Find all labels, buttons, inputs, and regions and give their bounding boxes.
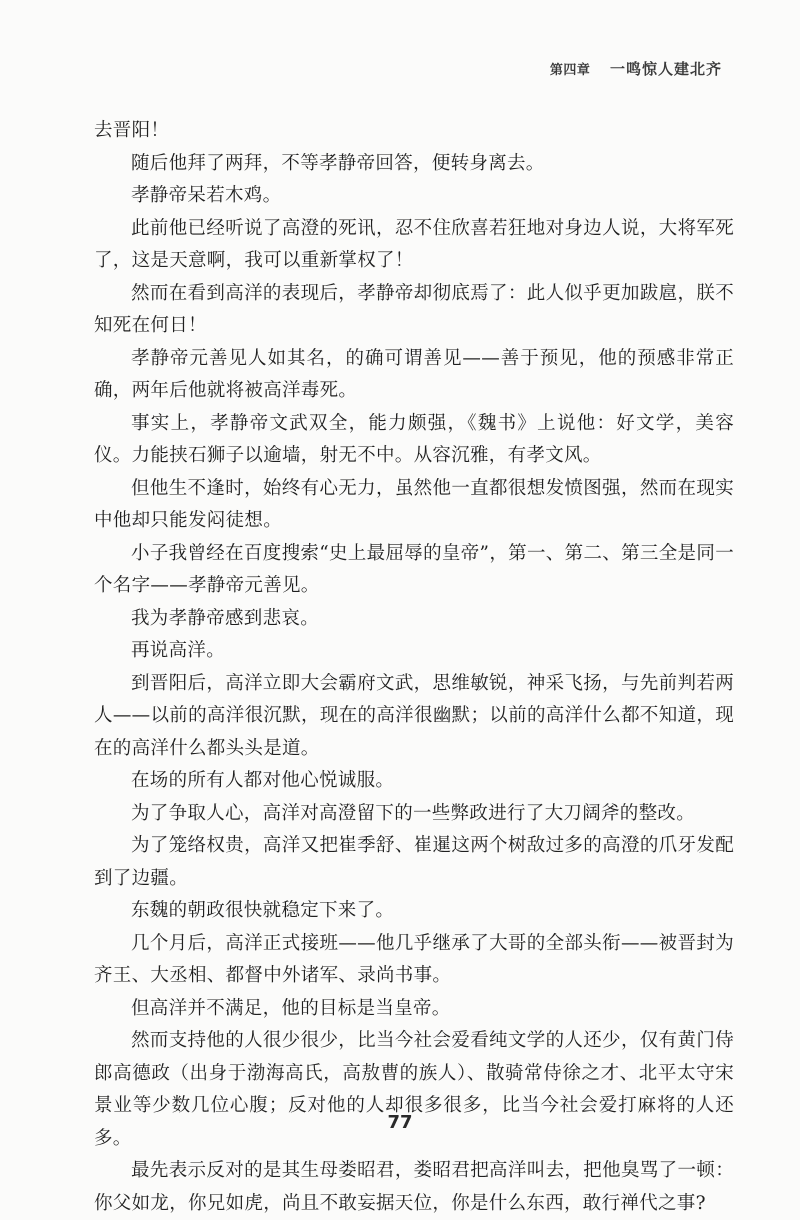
chapter-title: 一鸣惊人建北齐 xyxy=(609,60,722,78)
page-number: 77 xyxy=(387,1112,413,1133)
paragraph: 小子我曾经在百度搜索“史上最屈辱的皇帝”，第一、第二、第三全是同一个名字——孝静帝元善见。 xyxy=(94,542,734,596)
paragraph: 到晋阳后，高洋立即大会霸府文武，思维敏锐，神采飞扬，与先前判若两人——以前的高洋很沉默，现在的高洋很幽默；以前的高洋什么都不知道，现在的高洋什么都头头是道。 xyxy=(94,672,734,759)
paragraph: 但他生不逢时，始终有心无力，虽然他一直都很想发愤图强，然而在现实中他却只能发闷徒想。 xyxy=(94,477,734,531)
body-text xyxy=(94,115,734,1220)
paragraph: 然而在看到高洋的表现后，孝静帝却彻底焉了：此人似乎更加跋扈，朕不知死在何日！ xyxy=(94,282,734,336)
paragraph: 然而支持他的人很少很少，比当今社会爱看纯文学的人还少，仅有黄门侍郎高德政（出身于渤海高氏，高敖曹的族人）、散骑常侍徐之才、北平太守宋景业等少数几位心腹；反对他的人却很多很多，比当今社会爱打麻将的人还多。 xyxy=(94,1030,734,1149)
paragraph: 为了争取人心，高洋对高澄留下的一些弊政进行了大刀阔斧的整改。 xyxy=(131,802,696,824)
paragraph: 几个月后，高洋正式接班——他几乎继承了大哥的全部头衔——被晋封为齐王、大丞相、都督中外诸军、录尚书事。 xyxy=(94,932,734,986)
paragraph: 在场的所有人都对他心悦诚服。 xyxy=(131,770,395,791)
paragraph: 随后他拜了两拜，不等孝静帝回答，便转身离去。 xyxy=(131,152,545,174)
running-header xyxy=(550,58,722,79)
paragraph: 我为孝静帝感到悲哀。 xyxy=(131,607,320,629)
paragraph: 东魏的朝政很快就稳定下来了。 xyxy=(131,900,395,921)
paragraph: 孝静帝元善见人如其名，的确可谓善见——善于预见，他的预感非常正确，两年后他就将被高洋毒死。 xyxy=(94,347,734,401)
chapter-label: 第四章 xyxy=(549,63,591,78)
paragraph: 最先表示反对的是其生母娄昭君，娄昭君把高洋叫去，把他臭骂了一顿：你父如龙，你兄如虎，尚且不敢妄据天位，你是什么东西，敢行禅代之事? xyxy=(94,1160,734,1214)
paragraph: 去晋阳！ xyxy=(94,120,170,141)
paragraph: 事实上，孝静帝文武双全，能力颇强，《魏书》上说他：好文学，美容仪。力能挟石狮子以逾墙，射无不中。从容沉雅，有孝文风。 xyxy=(94,412,734,466)
paragraph: 再说高洋。 xyxy=(131,640,226,661)
paragraph: 孝静帝呆若木鸡。 xyxy=(131,185,282,206)
paragraph: 为了笼络权贵，高洋又把崔季舒、崔暹这两个树敌过多的高澄的爪牙发配到了边疆。 xyxy=(94,835,734,889)
paragraph: 但高洋并不满足，他的目标是当皇帝。 xyxy=(131,997,451,1019)
paragraph: 此前他已经听说了高澄的死讯，忍不住欣喜若狂地对身边人说，大将军死了，这是天意啊，我可以重新掌权了！ xyxy=(94,217,734,271)
